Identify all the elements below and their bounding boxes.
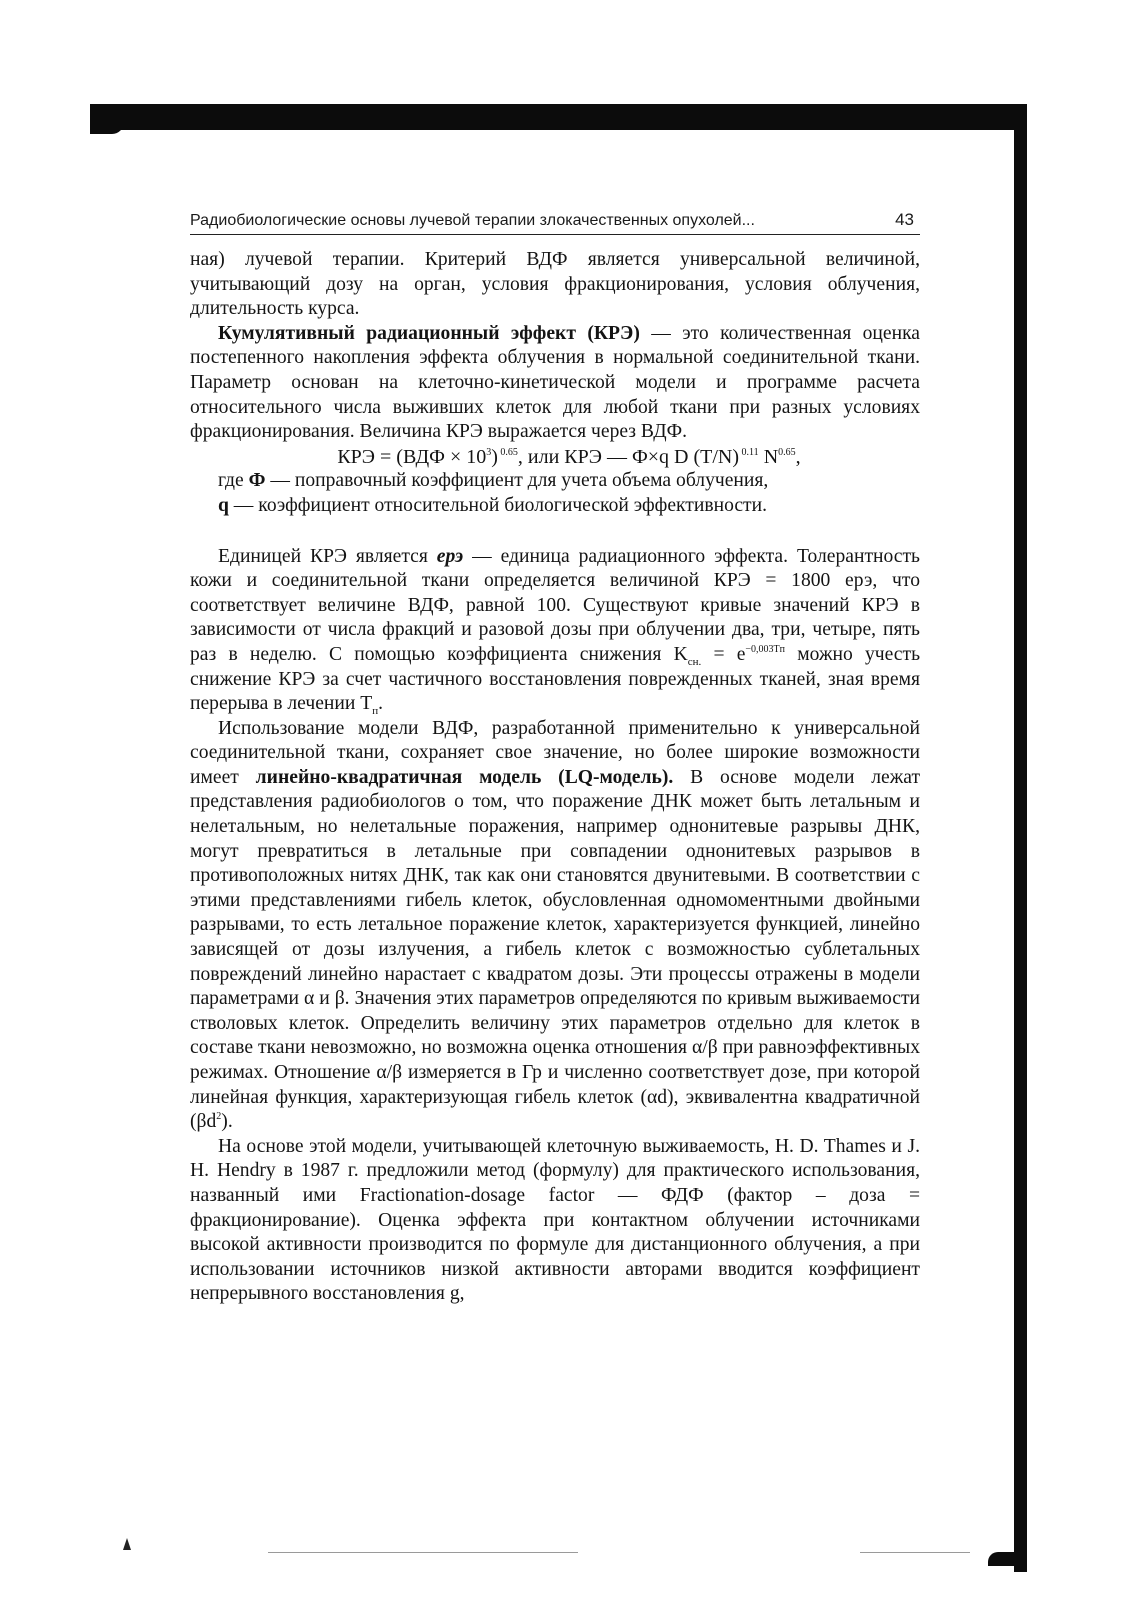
text-run: ). (221, 1111, 233, 1133)
footer-rule-right (860, 1552, 970, 1553)
body-text (190, 248, 920, 1307)
where-text: — поправочный коэффициент для учета объема облучения, (265, 470, 769, 492)
formula-part: КРЭ = (ВДФ × 10 (337, 445, 487, 468)
formula-part: , или КРЭ — Ф×q D (T/N) (517, 445, 740, 468)
scan-border-corner (988, 1552, 1027, 1566)
term-lq-model: линейно-квадратичная модель (LQ-модель). (255, 766, 674, 788)
footer-rule-left (268, 1552, 578, 1553)
superscript: −0,003Tп (745, 643, 786, 655)
paragraph-1: ная) лучевой терапии. Критерий ВДФ является универсальной величиной, учитывающий дозу на орган, условия фракционирования, условия облучения, длительность курса. (190, 249, 920, 320)
margin-mark-icon (123, 1538, 131, 1550)
term-unit: ерэ (436, 545, 464, 567)
term-kre: Кумулятивный радиационный эффект (КРЭ) (218, 322, 640, 344)
formula-exp: 0.65 (497, 446, 518, 458)
formula-part: ) (491, 445, 498, 468)
header-title: Радиобиологические основы лучевой терапии злокачественных опухолей... (190, 212, 755, 229)
page-number: 43 (895, 210, 914, 229)
spacer (190, 519, 920, 545)
running-header (190, 208, 920, 235)
text-run: = e (701, 643, 746, 665)
formula-exp: 0.11 (739, 446, 759, 458)
formula-part: , (795, 445, 801, 468)
formula-exp: 3 (486, 446, 492, 458)
where-prefix: где (218, 470, 249, 492)
paragraph-fdf: На основе этой модели, учитывающей клеточную выживаемость, H. D. Thames и J. H. Hendry в 1987 г. предложили метод (формулу) для практического использования, названный ими Fractionation-dosage factor — ФДФ (фактор – доза = фракционирование). Оценка эффекта при контактном облучении источниками высокой активности производится по формуле для дистанционного облучения, а при использовании источников низкой активности авторами вводится коэффициент непрерывного восстановления g, (190, 1135, 920, 1305)
scan-border-top (90, 104, 1026, 130)
symbol-q: q (218, 494, 229, 516)
where-line-phi (190, 469, 920, 494)
text-run: Использование модели ВДФ, разработанной применительно к универсальной соединительной ткани, сохраняет свое значение, но более широкие возможности имеет (190, 717, 920, 788)
formula-kre (190, 445, 920, 470)
subscript: сн. (687, 655, 702, 668)
formula-exp: 0.65 (778, 446, 796, 458)
where-text: — коэффициент относительной биологической эффективности. (228, 494, 767, 516)
paragraph-kre-text: — это количественная оценка постепенного накопления эффекта облучения в нормальной соединительной ткани. Параметр основан на клеточно-кинетической модели и программе расчета относительного числа выживших клеток для любой ткани при разных условиях фракционирования. Величина КРЭ выражается через ВДФ. (190, 322, 920, 443)
paragraph-kre (190, 322, 920, 445)
where-line-q (190, 494, 920, 519)
formula-part: N (758, 445, 779, 468)
subscript: п (372, 705, 379, 717)
text-run: Единицей КРЭ является (218, 545, 437, 567)
scan-border-right (1014, 104, 1027, 1572)
symbol-phi: Ф (248, 470, 266, 492)
text-run: . (378, 693, 384, 715)
paragraph-unit (190, 545, 920, 717)
text-run: — единица радиационного эффекта. Толерантность кожи и соединительной ткани определяется величиной КРЭ = 1800 ерэ, что соответствует величине ВДФ, равной 100. Существуют кривые значений КРЭ в зависимости от числа фракций и разовой дозы при облучении два, три, четыре, пять раз в неделю. С помощью коэффициента снижения K (190, 545, 920, 665)
text-run: В основе модели лежат представления радиобиологов о том, что поражение ДНК может быть летальным и нелетальным, но нелетальные поражения, например однонитевые разрывы ДНК, могут превратиться в летальные при совпадении однонитевых разрывов в противоположных нитях ДНК, так как они становятся двунитевыми. В соответствии с этими представлениями гибель клеток, обусловленная одномоментными двойными разрывами, то есть летальное поражение клеток, характеризуется функцией, линейно зависящей от дозы излучения, а гибель клеток с возможностью сублетальных повреждений линейно нарастает с квадратом дозы. Эти процессы отражены в модели параметрами α и β. Значения этих параметров определяются по кривым выживаемости стволовых клеток. Определить величину этих параметров отдельно для клеток в составе ткани невозможно, но возможна оценка отношения α/β при равноэффективных режимах. Отношение α/β измеряется в Гр и численно соответствует дозе, при которой линейная функция, характеризующая гибель клеток (αd), эквивалентна квадратичной (βd (190, 766, 921, 1133)
superscript: 2 (216, 1111, 222, 1123)
text-run: можно учесть снижение КРЭ за счет частичного восстановления поврежденных тканей, зная время перерыва в лечении T (190, 643, 921, 715)
paragraph-lq-model (190, 717, 920, 1135)
